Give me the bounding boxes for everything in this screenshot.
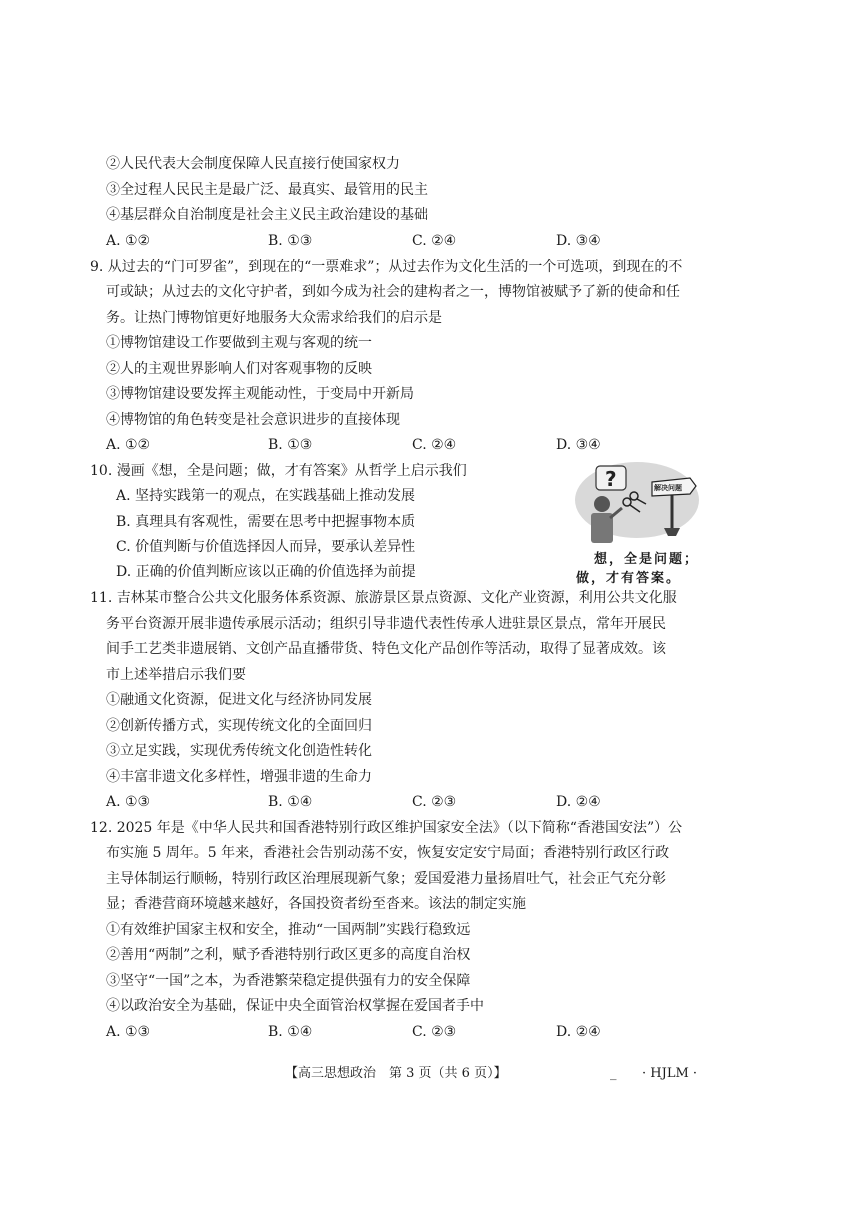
comic-illustration <box>572 460 702 585</box>
q11-stem-line-2: 务平台资源开展非遗传承展示活动；组织引导非遗代表性传承人进驻景区景点，常年开展民 <box>106 616 666 632</box>
q8-choice-b: B. ①③ <box>268 233 313 249</box>
svg-text:?: ? <box>605 467 617 491</box>
q8-choices <box>106 231 666 251</box>
q9-choice-a: A. ①② <box>106 437 151 453</box>
q11-choice-d: D. ②④ <box>556 794 601 810</box>
page-footer: 【高三思想政治 第 3 页（共 6 页）】 <box>285 1066 507 1081</box>
q12-stem-line-2: 布实施 5 周年。5 年来，香港社会告别动荡不安，恢复安定安宁局面；香港特别行政区行政 <box>106 845 670 861</box>
q8-choice-a: A. ①② <box>106 233 151 249</box>
q8-option-4: ④基层群众自治制度是社会主义民主政治建设的基础 <box>106 207 428 223</box>
q11-option-3: ③立足实践，实现优秀传统文化创造性转化 <box>106 743 372 759</box>
q12-option-3: ③坚守“一国”之本，为香港繁荣稳定提供强有力的安全保障 <box>106 973 471 989</box>
q11-choice-c: C. ②③ <box>412 794 457 810</box>
q8-option-2: ②人民代表大会制度保障人民直接行使国家权力 <box>106 156 400 172</box>
q11-stem-line-3: 间手工艺类非遗展销、文创产品直播带货、特色文化产品创作等活动，取得了显著成效。该 <box>106 641 666 657</box>
q8-option-3: ③全过程人民民主是最广泛、最真实、最管用的民主 <box>106 182 428 198</box>
q8-choice-d: D. ③④ <box>556 233 601 249</box>
comic-drawing <box>572 460 702 550</box>
q8-choice-c: C. ②④ <box>412 233 457 249</box>
q11-choices <box>106 792 666 812</box>
q12-option-2: ②善用“两制”之利，赋予香港特别行政区更多的高度自治权 <box>106 947 471 963</box>
q12-stem-line-1: 12. 2025 年是《中华人民共和国香港特别行政区维护国家安全法》（以下简称“香港国安法”）公 <box>90 820 683 836</box>
comic-sign-text: 解决问题 <box>654 484 682 492</box>
q11-stem-line-4: 市上述举措启示我们要 <box>106 667 246 683</box>
q9-option-1: ①博物馆建设工作要做到主观与客观的统一 <box>106 335 372 351</box>
comic-caption-2: 做，才有答案。 <box>576 571 682 586</box>
q9-choice-d: D. ③④ <box>556 437 601 453</box>
footer-mark: _ <box>610 1066 617 1081</box>
comic-caption-1: 想，全是问题； <box>594 552 700 567</box>
q11-option-4: ④丰富非遗文化多样性，增强非遗的生命力 <box>106 769 372 785</box>
q9-choice-c: C. ②④ <box>412 437 457 453</box>
q9-option-3: ③博物馆建设要发挥主观能动性，于变局中开新局 <box>106 386 414 402</box>
q11-option-2: ②创新传播方式，实现传统文化的全面回归 <box>106 718 372 734</box>
q11-stem-line-1: 11. 吉林某市整合公共文化服务体系资源、旅游景区景点资源、文化产业资源，利用公共文化服 <box>90 590 677 606</box>
q9-option-2: ②人的主观世界影响人们对客观事物的反映 <box>106 361 372 377</box>
q10-option-d: D. 正确的价值判断应该以正确的价值选择为前提 <box>116 564 416 580</box>
footer-code: · HJLM · <box>642 1066 698 1081</box>
q12-choice-c: C. ②③ <box>412 1024 457 1040</box>
q9-stem-line-3: 务。让热门博物馆更好地服务大众需求给我们的启示是 <box>106 310 442 326</box>
q9-stem-line-1: 9. 从过去的“门可罗雀”，到现在的“一票难求”；从过去作为文化生活的一个可选项，到现在的不 <box>90 259 683 275</box>
q12-option-1: ①有效维护国家主权和安全，推动“一国两制”实践行稳致远 <box>106 922 471 938</box>
q9-choice-b: B. ①③ <box>268 437 313 453</box>
q11-option-1: ①融通文化资源，促进文化与经济协同发展 <box>106 692 372 708</box>
q12-choice-d: D. ②④ <box>556 1024 601 1040</box>
q10-option-c: C. 价值判断与价值选择因人而异，要承认差异性 <box>116 539 416 555</box>
q10-option-a: A. 坚持实践第一的观点，在实践基础上推动发展 <box>116 488 416 504</box>
q12-stem-line-4: 显；香港营商环境越来越好，各国投资者纷至沓来。该法的制定实施 <box>106 896 526 912</box>
q11-choice-b: B. ①④ <box>268 794 313 810</box>
q12-stem-line-3: 主导体制运行顺畅，特别行政区治理展现新气象；爱国爱港力量扬眉吐气，社会正气充分彰 <box>106 871 666 887</box>
q12-choice-b: B. ①④ <box>268 1024 313 1040</box>
q12-choice-a: A. ①③ <box>106 1024 151 1040</box>
q12-option-4: ④以政治安全为基础，保证中央全面管治权掌握在爱国者手中 <box>106 998 484 1014</box>
q12-choices <box>106 1022 666 1042</box>
q9-choices <box>106 435 666 455</box>
q9-stem-line-2: 可或缺；从过去的文化守护者，到如今成为社会的建构者之一，博物馆被赋予了新的使命和任 <box>106 284 680 300</box>
q10-stem: 10. 漫画《想，全是问题；做，才有答案》从哲学上启示我们 <box>90 463 467 479</box>
q11-choice-a: A. ①③ <box>106 794 151 810</box>
q10-option-b: B. 真理具有客观性，需要在思考中把握事物本质 <box>116 514 416 530</box>
q9-option-4: ④博物馆的角色转变是社会意识进步的直接体现 <box>106 412 400 428</box>
